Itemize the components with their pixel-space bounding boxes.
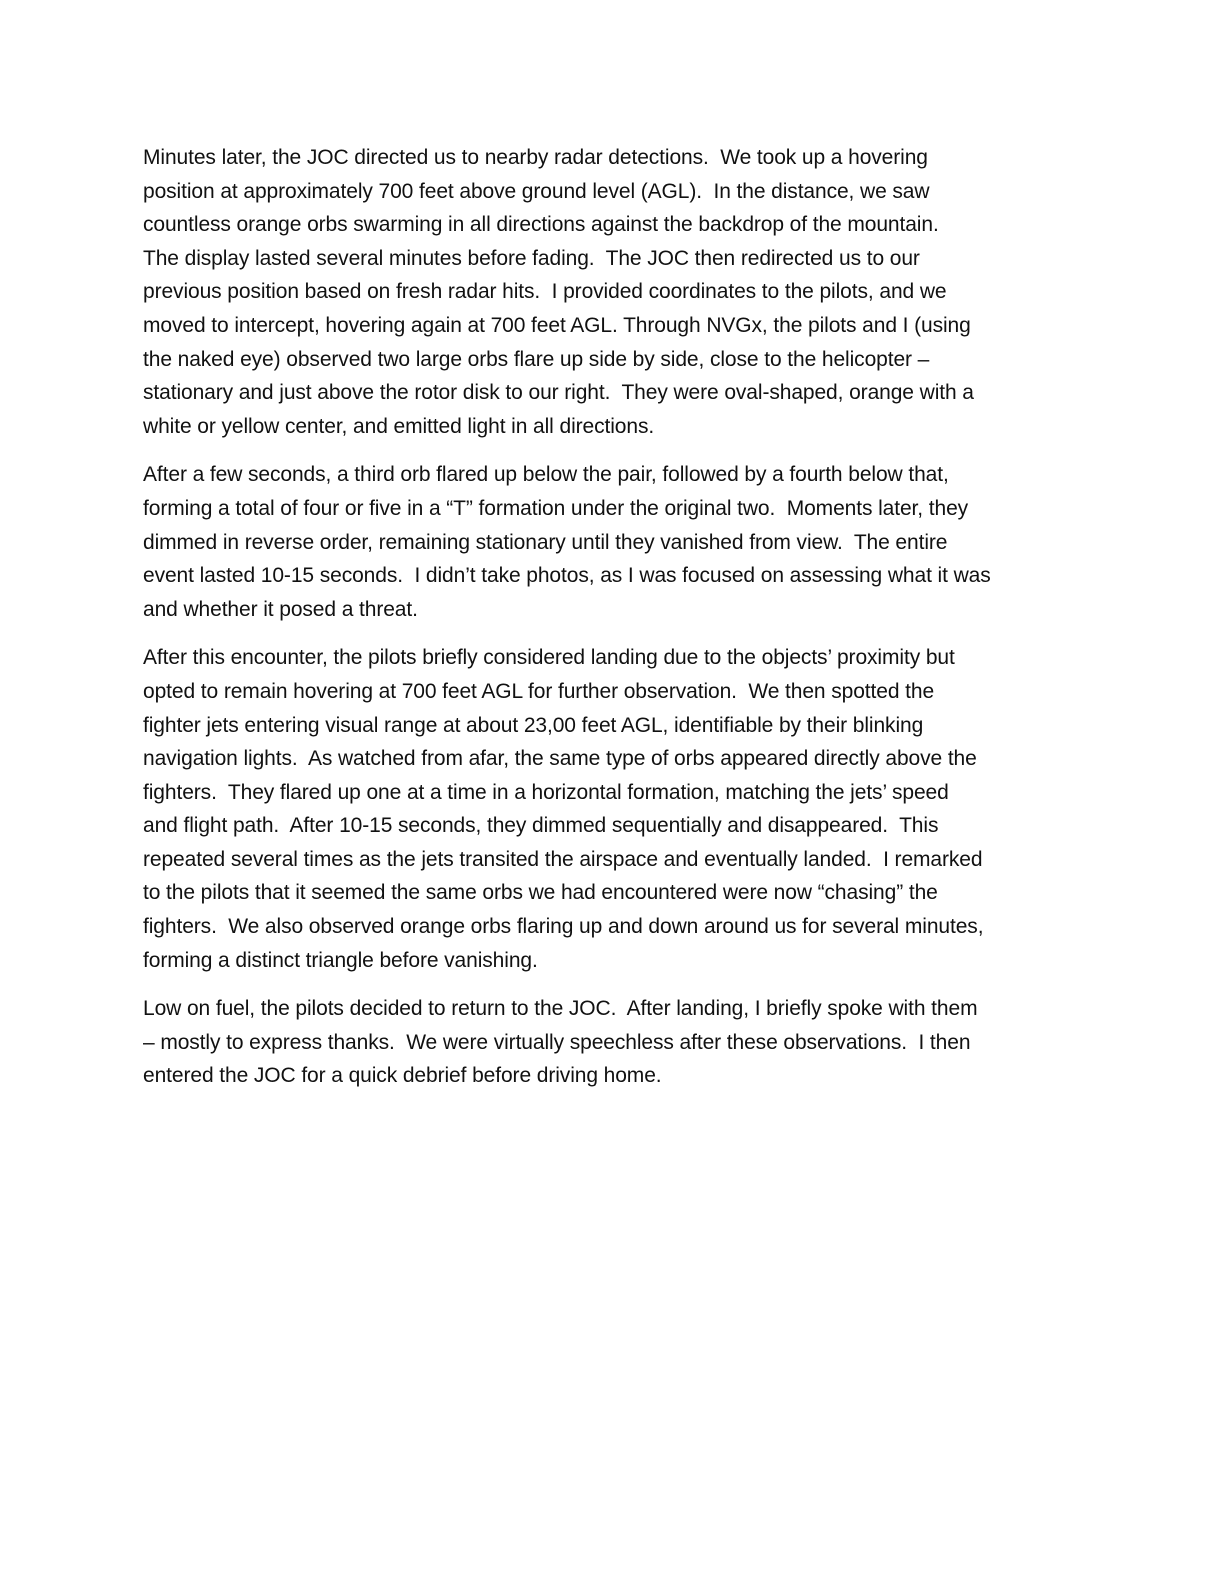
text-line: position at approximately 700 feet above ground level (AGL). In the distance, we saw: [143, 179, 930, 203]
text-line: and whether it posed a threat.: [143, 597, 418, 621]
text-line: forming a total of four or five in a “T” formation under the original two. Moments later, they: [143, 496, 969, 520]
text-line: After this encounter, the pilots briefly considered landing due to the objects’ proximity but: [143, 646, 955, 670]
document-page: [143, 141, 1083, 1108]
text-line: white or yellow center, and emitted light in all directions.: [143, 414, 655, 438]
text-line: fighters. They flared up one at a time in a horizontal formation, matching the jets’ speed: [143, 780, 949, 804]
text-line: and flight path. After 10-15 seconds, they dimmed sequentially and disappeared. This: [143, 814, 939, 838]
text-line: fighter jets entering visual range at about 23,00 feet AGL, identifiable by their blinking: [143, 713, 924, 737]
text-line: entered the JOC for a quick debrief before driving home.: [143, 1064, 662, 1088]
paragraph-4: [143, 992, 1083, 1093]
text-line: – mostly to express thanks. We were virtually speechless after these observations. I then: [143, 1030, 971, 1054]
text-line: forming a distinct triangle before vanishing.: [143, 948, 538, 972]
text-line: dimmed in reverse order, remaining stationary until they vanished from view. The entire: [143, 530, 948, 554]
text-line: to the pilots that it seemed the same orbs we had encountered were now “chasing” the: [143, 881, 938, 905]
text-line: previous position based on fresh radar hits. I provided coordinates to the pilots, and we: [143, 280, 947, 304]
text-line: Minutes later, the JOC directed us to nearby radar detections. We took up a hovering: [143, 146, 928, 169]
text-line: fighters. We also observed orange orbs flaring up and down around us for several minutes,: [143, 915, 984, 939]
paragraph-2: [143, 458, 1083, 626]
text-line: stationary and just above the rotor disk to our right. They were oval-shaped, orange with a: [143, 381, 974, 405]
text-line: the naked eye) observed two large orbs flare up side by side, close to the helicopter –: [143, 347, 930, 371]
text-line: Low on fuel, the pilots decided to return to the JOC. After landing, I briefly spoke with them: [143, 997, 978, 1021]
text-line: event lasted 10-15 seconds. I didn’t take photos, as I was focused on assessing what it was: [143, 564, 991, 588]
paragraph-3: [143, 641, 1083, 977]
text-line: After a few seconds, a third orb flared up below the pair, followed by a fourth below that,: [143, 463, 949, 487]
text-line: countless orange orbs swarming in all directions against the backdrop of the mountain.: [143, 213, 939, 237]
text-line: The display lasted several minutes before fading. The JOC then redirected us to our: [143, 246, 920, 270]
text-line: opted to remain hovering at 700 feet AGL for further observation. We then spotted the: [143, 679, 935, 703]
text-line: repeated several times as the jets transited the airspace and eventually landed. I remarked: [143, 847, 983, 871]
text-line: navigation lights. As watched from afar, the same type of orbs appeared directly above the: [143, 747, 977, 771]
paragraph-1: [143, 141, 1083, 443]
text-line: moved to intercept, hovering again at 700 feet AGL. Through NVGx, the pilots and I (using: [143, 313, 971, 337]
